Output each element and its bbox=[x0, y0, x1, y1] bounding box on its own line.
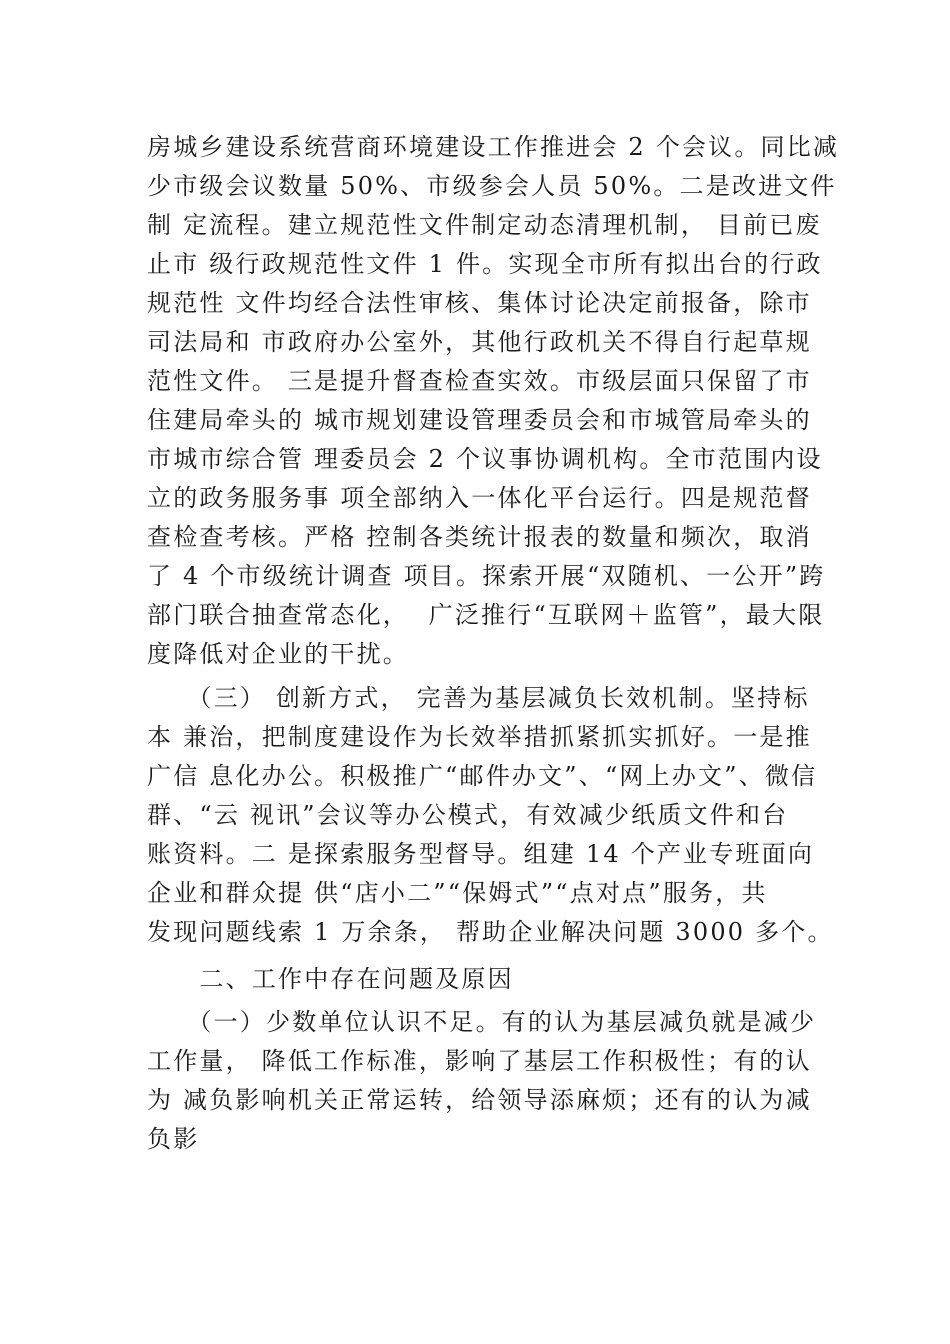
text-line: 度降低对企业的干扰。 bbox=[147, 640, 409, 668]
text-line: 了 4 个市级统计调查 项目。探索开展“双随机、一公开”跨 bbox=[147, 562, 826, 590]
text-line: 房城乡建设系统营商环境建设工作推进会 2 个会议。同比减 bbox=[147, 133, 840, 161]
text-line: 制 定流程。建立规范性文件制定动态清理机制， 目前已废 bbox=[147, 211, 822, 239]
text-line: 发现问题线索 1 万余条， 帮助企业解决问题 3000 多个。 bbox=[147, 918, 834, 946]
text-line: 为 减负影响机关正常运转，给领导添麻烦；还有的认为减 bbox=[147, 1086, 812, 1114]
subsection-heading-line: （一）少数单位认识不足。有的认为基层减负就是减少 bbox=[147, 1008, 817, 1036]
text-line: 广信 息化办公。积极推广“邮件办文”、“网上办文”、微信 bbox=[147, 762, 818, 790]
text-line: 立的政务服务事 项全部纳入一体化平台运行。四是规范督 bbox=[147, 484, 812, 512]
text-line: 范性文件。 三是提升督查检查实效。市级层面只保留了市 bbox=[147, 367, 812, 395]
text-line: 市城市综合管 理委员会 2 个议事协调机构。全市范围内设 bbox=[147, 445, 823, 473]
text-line: 部门联合抽查常态化， 广泛推行“互联网＋监管”，最大限 bbox=[147, 601, 825, 629]
text-line: 企业和群众提 供“店小二”“保姆式”“点对点”服务，共 bbox=[147, 879, 768, 907]
text-line: 负影 bbox=[147, 1125, 200, 1153]
text-line: 工作量， 降低工作标准，影响了基层工作积极性；有的认 bbox=[147, 1047, 812, 1075]
text-line: 本 兼治，把制度建设作为长效举措抓紧抓实抓好。一是推 bbox=[147, 723, 812, 751]
text-line: 群、“云 视讯”会议等办公模式，有效减少纸质文件和台 bbox=[147, 801, 789, 829]
text-line: 查检查考核。严格 控制各类统计报表的数量和频次，取消 bbox=[147, 523, 812, 551]
section-heading-line: （三） 创新方式， 完善为基层减负长效机制。坚持标 bbox=[147, 684, 810, 712]
text-line: 账资料。二 是探索服务型督导。组建 14 个产业专班面向 bbox=[147, 840, 815, 868]
text-line: 住建局牵头的 城市规划建设管理委员会和市城管局牵头的 bbox=[147, 406, 812, 434]
section-heading: 二、工作中存在问题及原因 bbox=[147, 965, 514, 993]
text-line: 止市 级行政规范性文件 1 件。实现全市所有拟出台的行政 bbox=[147, 250, 823, 278]
text-line: 规范性 文件均经合法性审核、集体讨论决定前报备，除市 bbox=[147, 289, 812, 317]
text-line: 少市级会议数量 50%、市级参会人员 50%。二是改进文件 bbox=[147, 172, 837, 200]
text-line: 司法局和 市政府办公室外，其他行政机关不得自行起草规 bbox=[147, 328, 812, 356]
